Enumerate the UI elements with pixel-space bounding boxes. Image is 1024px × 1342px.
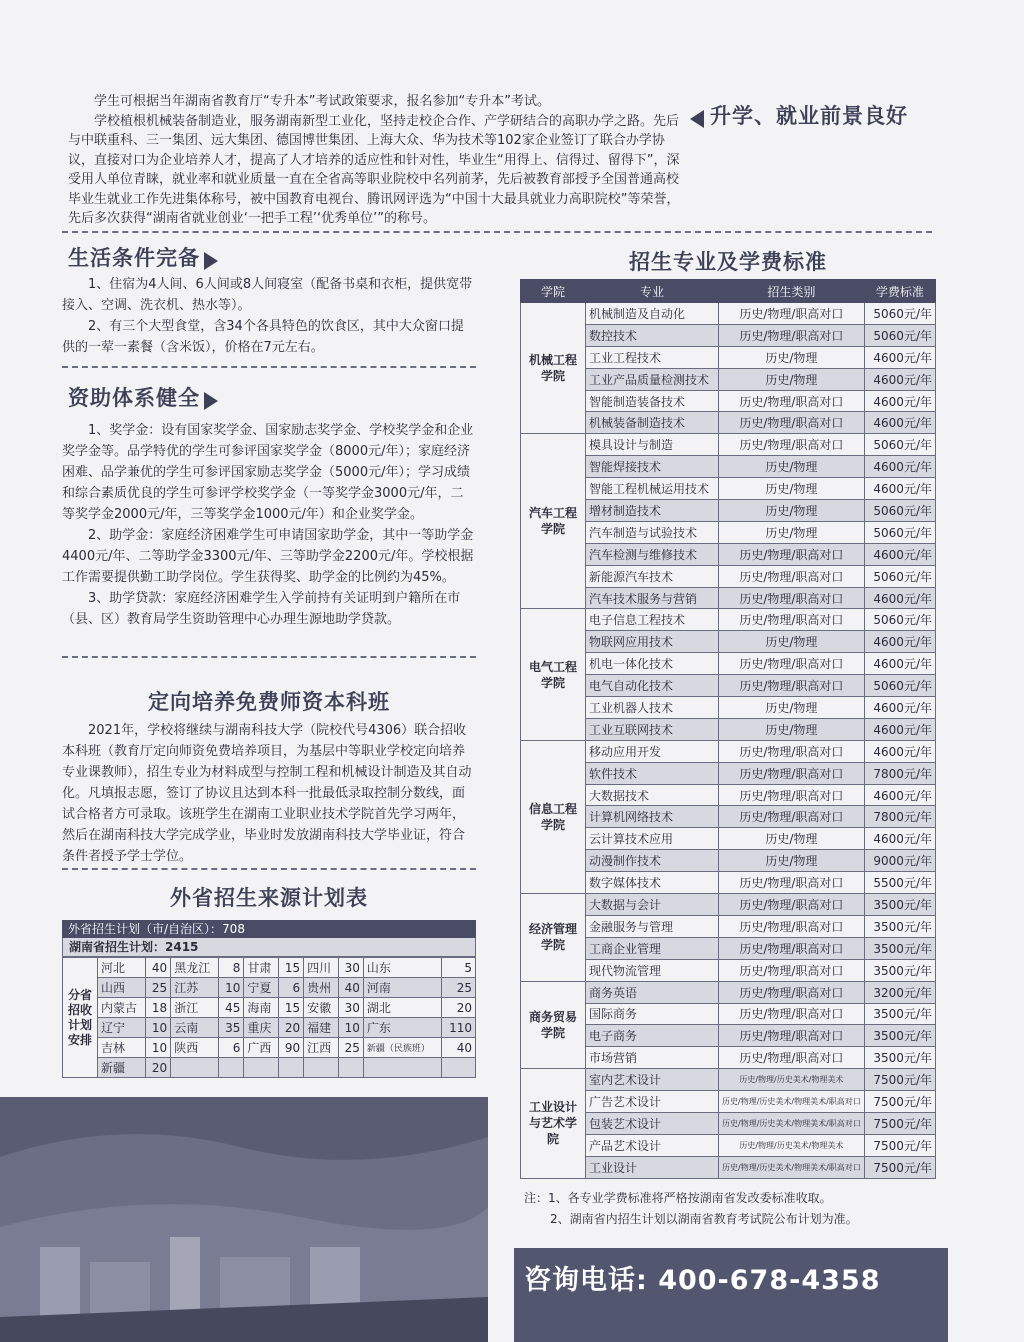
province-name: 宁夏 bbox=[244, 978, 279, 998]
fee-value: 4600元/年 bbox=[864, 412, 935, 434]
divider bbox=[62, 868, 476, 870]
header-college: 学院 bbox=[521, 280, 586, 303]
major-name: 电子信息工程技术 bbox=[586, 609, 719, 631]
province-name: 吉林 bbox=[98, 1038, 146, 1058]
province-name bbox=[304, 1058, 339, 1078]
province-row bbox=[63, 1058, 476, 1078]
province-name bbox=[171, 1058, 219, 1078]
hunan-plan: 湖南省招生计划：2415 bbox=[62, 938, 476, 957]
intro-line-1: 学生可根据当年湖南省教育厅“专升本”考试政策要求，报名参加“专升本”考试。 bbox=[94, 94, 550, 109]
category: 历史/物理/职高对口 bbox=[719, 587, 865, 609]
province-count: 10 bbox=[146, 1018, 171, 1038]
province-name bbox=[363, 1058, 442, 1078]
major-name: 汽车检测与维修技术 bbox=[586, 543, 719, 565]
major-name: 市场营销 bbox=[586, 1047, 719, 1069]
major-name: 数控技术 bbox=[586, 324, 719, 346]
province-name: 江苏 bbox=[171, 978, 219, 998]
arrow-right-icon bbox=[204, 392, 218, 410]
province-count: 10 bbox=[219, 978, 244, 998]
fee-value: 3500元/年 bbox=[864, 959, 935, 981]
category: 历史/物理/职高对口 bbox=[719, 1025, 865, 1047]
category: 历史/物理 bbox=[719, 850, 865, 872]
fee-value: 5060元/年 bbox=[864, 675, 935, 697]
fee-value: 4600元/年 bbox=[864, 740, 935, 762]
fee-value: 3500元/年 bbox=[864, 894, 935, 916]
province-name: 福建 bbox=[304, 1018, 339, 1038]
header-major: 专业 bbox=[586, 280, 719, 303]
college-name: 汽车工程学院 bbox=[521, 434, 586, 609]
fee-value: 4600元/年 bbox=[864, 718, 935, 740]
province-count bbox=[219, 1058, 244, 1078]
major-name: 智能工程机械运用技术 bbox=[586, 478, 719, 500]
intro-line-2: 学校植根机械装备制造业，服务湖南新型工业化，坚持走校企合作、产学研结合的高职办学之路。先后与中联重科、三一集团、远大集团、德国博世集团、上海大众、华为技术等102家企业签订了联合办学协议，直接对口为企业培养人才，提高了人才培养的适应性和针对性，毕业生“用得上、信得过、留得下”，深受用人单位青睐，就业率和就业质量一直在全省高等职业院校中名列前茅，先后被教育部授予全国普通高校毕业生就业工作先进集体称号，被中国教育电视台、腾讯网评选为“中国十大最具就业力高职院校”等荣誉，先后多次获得“湖南省就业创业‘一把手工程’‘优秀单位’”的称号。 bbox=[68, 113, 680, 226]
major-name: 现代物流管理 bbox=[586, 959, 719, 981]
divider bbox=[62, 231, 932, 233]
major-name: 室内艺术设计 bbox=[586, 1069, 719, 1091]
header-fee: 学费标准 bbox=[864, 280, 935, 303]
province-name: 江西 bbox=[304, 1038, 339, 1058]
fee-value: 4600元/年 bbox=[864, 390, 935, 412]
fee-value: 5060元/年 bbox=[864, 303, 935, 325]
fee-value: 4600元/年 bbox=[864, 631, 935, 653]
category: 历史/物理/职高对口 bbox=[719, 609, 865, 631]
category: 历史/物理 bbox=[719, 718, 865, 740]
living-body bbox=[62, 274, 476, 358]
hotline-text: 咨询电话: 400-678-4358 bbox=[524, 1265, 881, 1296]
category: 历史/物理/职高对口 bbox=[719, 762, 865, 784]
category: 历史/物理/职高对口 bbox=[719, 806, 865, 828]
intro-title-wrap bbox=[690, 100, 908, 130]
province-count bbox=[279, 1058, 304, 1078]
fees-table bbox=[520, 279, 936, 1179]
fee-value: 5060元/年 bbox=[864, 609, 935, 631]
province-count: 25 bbox=[146, 978, 171, 998]
college-name: 工业设计与艺术学院 bbox=[521, 1069, 586, 1178]
major-name: 大数据技术 bbox=[586, 784, 719, 806]
category: 历史/物理 bbox=[719, 456, 865, 478]
major-name: 模具设计与制造 bbox=[586, 434, 719, 456]
major-name: 增材制造技术 bbox=[586, 500, 719, 522]
major-name: 数字媒体技术 bbox=[586, 872, 719, 894]
category: 历史/物理/历史美术/物理美术 bbox=[719, 1069, 865, 1091]
fees-header-row bbox=[521, 280, 936, 303]
aid-body bbox=[62, 420, 476, 630]
fee-value: 4600元/年 bbox=[864, 478, 935, 500]
fee-value: 3500元/年 bbox=[864, 937, 935, 959]
fee-value: 3500元/年 bbox=[864, 915, 935, 937]
teacher-title: 定向培养免费师资本科班 bbox=[148, 690, 390, 714]
outer-plan: 外省招生计划（市/自治区）：708 bbox=[62, 920, 476, 938]
aid-para-1: 1、奖学金：设有国家奖学金、国家励志奖学金、学校奖学金和企业奖学金等。品学特优的学生可参评国家奖学金（8000元/年）；家庭经济困难、品学兼优的学生可参评国家励志奖学金（5000元/年）；学习成绩和综合素质优良的学生可参评学校奖学金（一等奖学金3000元/年，二等奖学金2000元/年，三等奖学金1000元/年）和企业奖学金。 bbox=[62, 423, 474, 522]
fee-value: 5060元/年 bbox=[864, 324, 935, 346]
category: 历史/物理/职高对口 bbox=[719, 872, 865, 894]
living-title: 生活条件完备 bbox=[68, 246, 200, 270]
major-name: 金融服务与管理 bbox=[586, 915, 719, 937]
province-count: 15 bbox=[279, 998, 304, 1018]
province-name bbox=[244, 1058, 279, 1078]
province-count: 40 bbox=[146, 958, 171, 978]
teacher-body bbox=[62, 720, 476, 867]
province-count: 6 bbox=[219, 1038, 244, 1058]
fee-value: 7500元/年 bbox=[864, 1091, 935, 1113]
province-count: 15 bbox=[279, 958, 304, 978]
category: 历史/物理/职高对口 bbox=[719, 894, 865, 916]
province-name: 湖北 bbox=[363, 998, 442, 1018]
major-name: 动漫制作技术 bbox=[586, 850, 719, 872]
fee-value: 4600元/年 bbox=[864, 784, 935, 806]
province-name: 陕西 bbox=[171, 1038, 219, 1058]
category: 历史/物理/职高对口 bbox=[719, 1047, 865, 1069]
hotline-bar bbox=[514, 1248, 948, 1342]
major-name: 机械制造及自动化 bbox=[586, 303, 719, 325]
fee-value: 3200元/年 bbox=[864, 981, 935, 1003]
province-row bbox=[63, 1038, 476, 1058]
major-name: 产品艺术设计 bbox=[586, 1134, 719, 1156]
major-name: 移动应用开发 bbox=[586, 740, 719, 762]
fee-value: 5500元/年 bbox=[864, 872, 935, 894]
major-name: 工业机器人技术 bbox=[586, 697, 719, 719]
major-name: 包装艺术设计 bbox=[586, 1112, 719, 1134]
category: 历史/物理 bbox=[719, 368, 865, 390]
major-name: 电气自动化技术 bbox=[586, 675, 719, 697]
category: 历史/物理 bbox=[719, 500, 865, 522]
arrow-right-icon bbox=[204, 252, 218, 270]
divider bbox=[62, 656, 476, 658]
province-name: 广西 bbox=[244, 1038, 279, 1058]
arrow-left-icon bbox=[690, 110, 704, 128]
province-name: 重庆 bbox=[244, 1018, 279, 1038]
fee-value: 7500元/年 bbox=[864, 1156, 935, 1178]
category: 历史/物理/职高对口 bbox=[719, 1003, 865, 1025]
province-table bbox=[62, 957, 476, 1078]
category: 历史/物理/职高对口 bbox=[719, 675, 865, 697]
category: 历史/物理/历史美术/物理美术 bbox=[719, 1134, 865, 1156]
province-name: 新疆（民族班） bbox=[363, 1038, 442, 1058]
fee-value: 5060元/年 bbox=[864, 434, 935, 456]
province-count: 20 bbox=[442, 998, 476, 1018]
fee-value: 7500元/年 bbox=[864, 1112, 935, 1134]
note-2: 2、湖南省内招生计划以湖南省教育考试院公布计划为准。 bbox=[550, 1212, 858, 1226]
fee-row bbox=[521, 894, 936, 916]
province-count: 10 bbox=[338, 1018, 363, 1038]
note-1: 注：1、各专业学费标准将严格按湖南省发改委标准收取。 bbox=[524, 1191, 832, 1205]
province-name: 广东 bbox=[363, 1018, 442, 1038]
college-name: 经济管理学院 bbox=[521, 894, 586, 982]
major-name: 计算机网络技术 bbox=[586, 806, 719, 828]
fee-value: 7800元/年 bbox=[864, 806, 935, 828]
living-title-wrap bbox=[68, 242, 218, 272]
province-row bbox=[63, 978, 476, 998]
province-name: 河南 bbox=[363, 978, 442, 998]
fee-value: 7800元/年 bbox=[864, 762, 935, 784]
category: 历史/物理/历史美术/物理美术/职高对口 bbox=[719, 1156, 865, 1178]
fees-title: 招生专业及学费标准 bbox=[629, 250, 827, 274]
province-name: 新疆 bbox=[98, 1058, 146, 1078]
province-name: 四川 bbox=[304, 958, 339, 978]
fee-row bbox=[521, 981, 936, 1003]
category: 历史/物理/职高对口 bbox=[719, 543, 865, 565]
fee-value: 3500元/年 bbox=[864, 1047, 935, 1069]
fee-value: 7500元/年 bbox=[864, 1069, 935, 1091]
major-name: 商务英语 bbox=[586, 981, 719, 1003]
aid-title-wrap bbox=[68, 382, 218, 412]
category: 历史/物理/职高对口 bbox=[719, 981, 865, 1003]
province-name: 云南 bbox=[171, 1018, 219, 1038]
province-count bbox=[442, 1058, 476, 1078]
source-table bbox=[62, 920, 476, 1078]
category: 历史/物理/职高对口 bbox=[719, 653, 865, 675]
fee-row bbox=[521, 1069, 936, 1091]
category: 历史/物理/职高对口 bbox=[719, 303, 865, 325]
province-name: 山西 bbox=[98, 978, 146, 998]
category: 历史/物理/职高对口 bbox=[719, 412, 865, 434]
province-name: 浙江 bbox=[171, 998, 219, 1018]
major-name: 工业互联网技术 bbox=[586, 718, 719, 740]
province-count: 35 bbox=[219, 1018, 244, 1038]
major-name: 软件技术 bbox=[586, 762, 719, 784]
province-name: 黑龙江 bbox=[171, 958, 219, 978]
province-row bbox=[63, 1018, 476, 1038]
province-count: 90 bbox=[279, 1038, 304, 1058]
major-name: 新能源汽车技术 bbox=[586, 565, 719, 587]
fee-row bbox=[521, 740, 936, 762]
fee-value: 7500元/年 bbox=[864, 1134, 935, 1156]
major-name: 国际商务 bbox=[586, 1003, 719, 1025]
province-row bbox=[63, 998, 476, 1018]
province-count: 40 bbox=[442, 1038, 476, 1058]
province-name: 山东 bbox=[363, 958, 442, 978]
category: 历史/物理 bbox=[719, 631, 865, 653]
college-name: 电气工程学院 bbox=[521, 609, 586, 740]
major-name: 机电一体化技术 bbox=[586, 653, 719, 675]
fee-value: 4600元/年 bbox=[864, 456, 935, 478]
fee-value: 4600元/年 bbox=[864, 828, 935, 850]
category: 历史/物理/职高对口 bbox=[719, 390, 865, 412]
province-count: 18 bbox=[146, 998, 171, 1018]
category: 历史/物理/职高对口 bbox=[719, 915, 865, 937]
category: 历史/物理 bbox=[719, 828, 865, 850]
fee-value: 4600元/年 bbox=[864, 368, 935, 390]
province-count bbox=[338, 1058, 363, 1078]
major-name: 电子商务 bbox=[586, 1025, 719, 1047]
major-name: 智能制造装备技术 bbox=[586, 390, 719, 412]
fee-value: 3500元/年 bbox=[864, 1025, 935, 1047]
category: 历史/物理/职高对口 bbox=[719, 784, 865, 806]
category: 历史/物理/历史美术/物理美术/职高对口 bbox=[719, 1112, 865, 1134]
category: 历史/物理 bbox=[719, 697, 865, 719]
college-name: 机械工程学院 bbox=[521, 303, 586, 434]
category: 历史/物理/职高对口 bbox=[719, 565, 865, 587]
province-row bbox=[63, 958, 476, 978]
province-count: 8 bbox=[219, 958, 244, 978]
province-count: 40 bbox=[338, 978, 363, 998]
source-title: 外省招生来源计划表 bbox=[170, 886, 368, 910]
province-name: 辽宁 bbox=[98, 1018, 146, 1038]
major-name: 工业工程技术 bbox=[586, 346, 719, 368]
aid-para-2: 2、助学金：家庭经济困难学生可申请国家助学金，其中一等助学金4400元/年、二等助学金3300元/年、三等助学金2200元/年。学校根据工作需要提供勤工助学岗位。学生获得奖、助学金的比例约为45%。 bbox=[62, 528, 474, 585]
province-count: 110 bbox=[442, 1018, 476, 1038]
category: 历史/物理 bbox=[719, 521, 865, 543]
fee-value: 3500元/年 bbox=[864, 1003, 935, 1025]
fee-value: 5060元/年 bbox=[864, 521, 935, 543]
fee-row bbox=[521, 609, 936, 631]
province-count: 30 bbox=[338, 958, 363, 978]
college-name: 信息工程学院 bbox=[521, 740, 586, 893]
province-count: 10 bbox=[146, 1038, 171, 1058]
province-name: 贵州 bbox=[304, 978, 339, 998]
province-name: 安徽 bbox=[304, 998, 339, 1018]
college-name: 商务贸易学院 bbox=[521, 981, 586, 1069]
living-para-1: 1、住宿为4人间、6人间或8人间寝室（配备书桌和衣柜，提供宽带接入、空调、洗衣机、热水等）。 bbox=[62, 277, 473, 313]
major-name: 智能焊接技术 bbox=[586, 456, 719, 478]
major-name: 机械装备制造技术 bbox=[586, 412, 719, 434]
province-side-label: 分省招收计划安排 bbox=[63, 958, 98, 1078]
category: 历史/物理/职高对口 bbox=[719, 959, 865, 981]
fee-value: 9000元/年 bbox=[864, 850, 935, 872]
category: 历史/物理/职高对口 bbox=[719, 937, 865, 959]
major-name: 工业产品质量检测技术 bbox=[586, 368, 719, 390]
major-name: 汽车技术服务与营销 bbox=[586, 587, 719, 609]
fee-value: 4600元/年 bbox=[864, 543, 935, 565]
province-name: 河北 bbox=[98, 958, 146, 978]
province-count: 5 bbox=[442, 958, 476, 978]
category: 历史/物理 bbox=[719, 478, 865, 500]
major-name: 汽车制造与试验技术 bbox=[586, 521, 719, 543]
fee-value: 4600元/年 bbox=[864, 653, 935, 675]
province-count: 30 bbox=[338, 998, 363, 1018]
category: 历史/物理/职高对口 bbox=[719, 324, 865, 346]
fee-row bbox=[521, 434, 936, 456]
province-name: 内蒙古 bbox=[98, 998, 146, 1018]
province-count: 25 bbox=[442, 978, 476, 998]
major-name: 大数据与会计 bbox=[586, 894, 719, 916]
province-count: 25 bbox=[338, 1038, 363, 1058]
major-name: 工商企业管理 bbox=[586, 937, 719, 959]
aid-para-3: 3、助学贷款：家庭经济困难学生入学前持有关证明到户籍所在市（县、区）教育局学生资助管理中心办理生源地助学贷款。 bbox=[62, 591, 461, 627]
major-name: 物联网应用技术 bbox=[586, 631, 719, 653]
category: 历史/物理/职高对口 bbox=[719, 740, 865, 762]
living-para-2: 2、有三个大型食堂，含34个各具特色的饮食区，其中大众窗口提供的一荤一素餐（含米饭），价格在7元左右。 bbox=[62, 319, 464, 355]
fee-value: 4600元/年 bbox=[864, 587, 935, 609]
campus-photo bbox=[0, 1097, 488, 1342]
aid-title: 资助体系健全 bbox=[68, 386, 200, 410]
category: 历史/物理/职高对口 bbox=[719, 434, 865, 456]
intro-title: 升学、就业前景良好 bbox=[710, 104, 908, 128]
fees-notes bbox=[524, 1188, 858, 1230]
divider bbox=[62, 366, 476, 368]
fee-row bbox=[521, 303, 936, 325]
category: 历史/物理/历史美术/物理美术/职高对口 bbox=[719, 1091, 865, 1113]
major-name: 工业设计 bbox=[586, 1156, 719, 1178]
major-name: 云计算技术应用 bbox=[586, 828, 719, 850]
province-count: 45 bbox=[219, 998, 244, 1018]
province-count: 6 bbox=[279, 978, 304, 998]
fees-table-wrap bbox=[520, 279, 936, 1179]
province-name: 甘肃 bbox=[244, 958, 279, 978]
category: 历史/物理 bbox=[719, 346, 865, 368]
fee-value: 5060元/年 bbox=[864, 500, 935, 522]
province-count: 20 bbox=[146, 1058, 171, 1078]
major-name: 广告艺术设计 bbox=[586, 1091, 719, 1113]
province-name: 海南 bbox=[244, 998, 279, 1018]
fee-value: 4600元/年 bbox=[864, 346, 935, 368]
teacher-para: 2021年，学校将继续与湖南科技大学（院校代号4306）联合招收本科班（教育厅定向师资免费培养项目，为基层中等职业学校定向培养专业课教师），招生专业为材料成型与控制工程和机械设计制造及其自动化。凡填报志愿，签订了协议且达到本科一批最低录取控制分数线，面试合格者方可录取。该班学生在湖南工业职业技术学院首先学习两年，然后在湖南科技大学完成学业，毕业时发放湖南科技大学毕业证，符合条件者授予学士学位。 bbox=[62, 723, 472, 864]
header-category: 招生类别 bbox=[719, 280, 865, 303]
fee-value: 4600元/年 bbox=[864, 697, 935, 719]
province-count: 20 bbox=[279, 1018, 304, 1038]
fee-value: 5060元/年 bbox=[864, 565, 935, 587]
